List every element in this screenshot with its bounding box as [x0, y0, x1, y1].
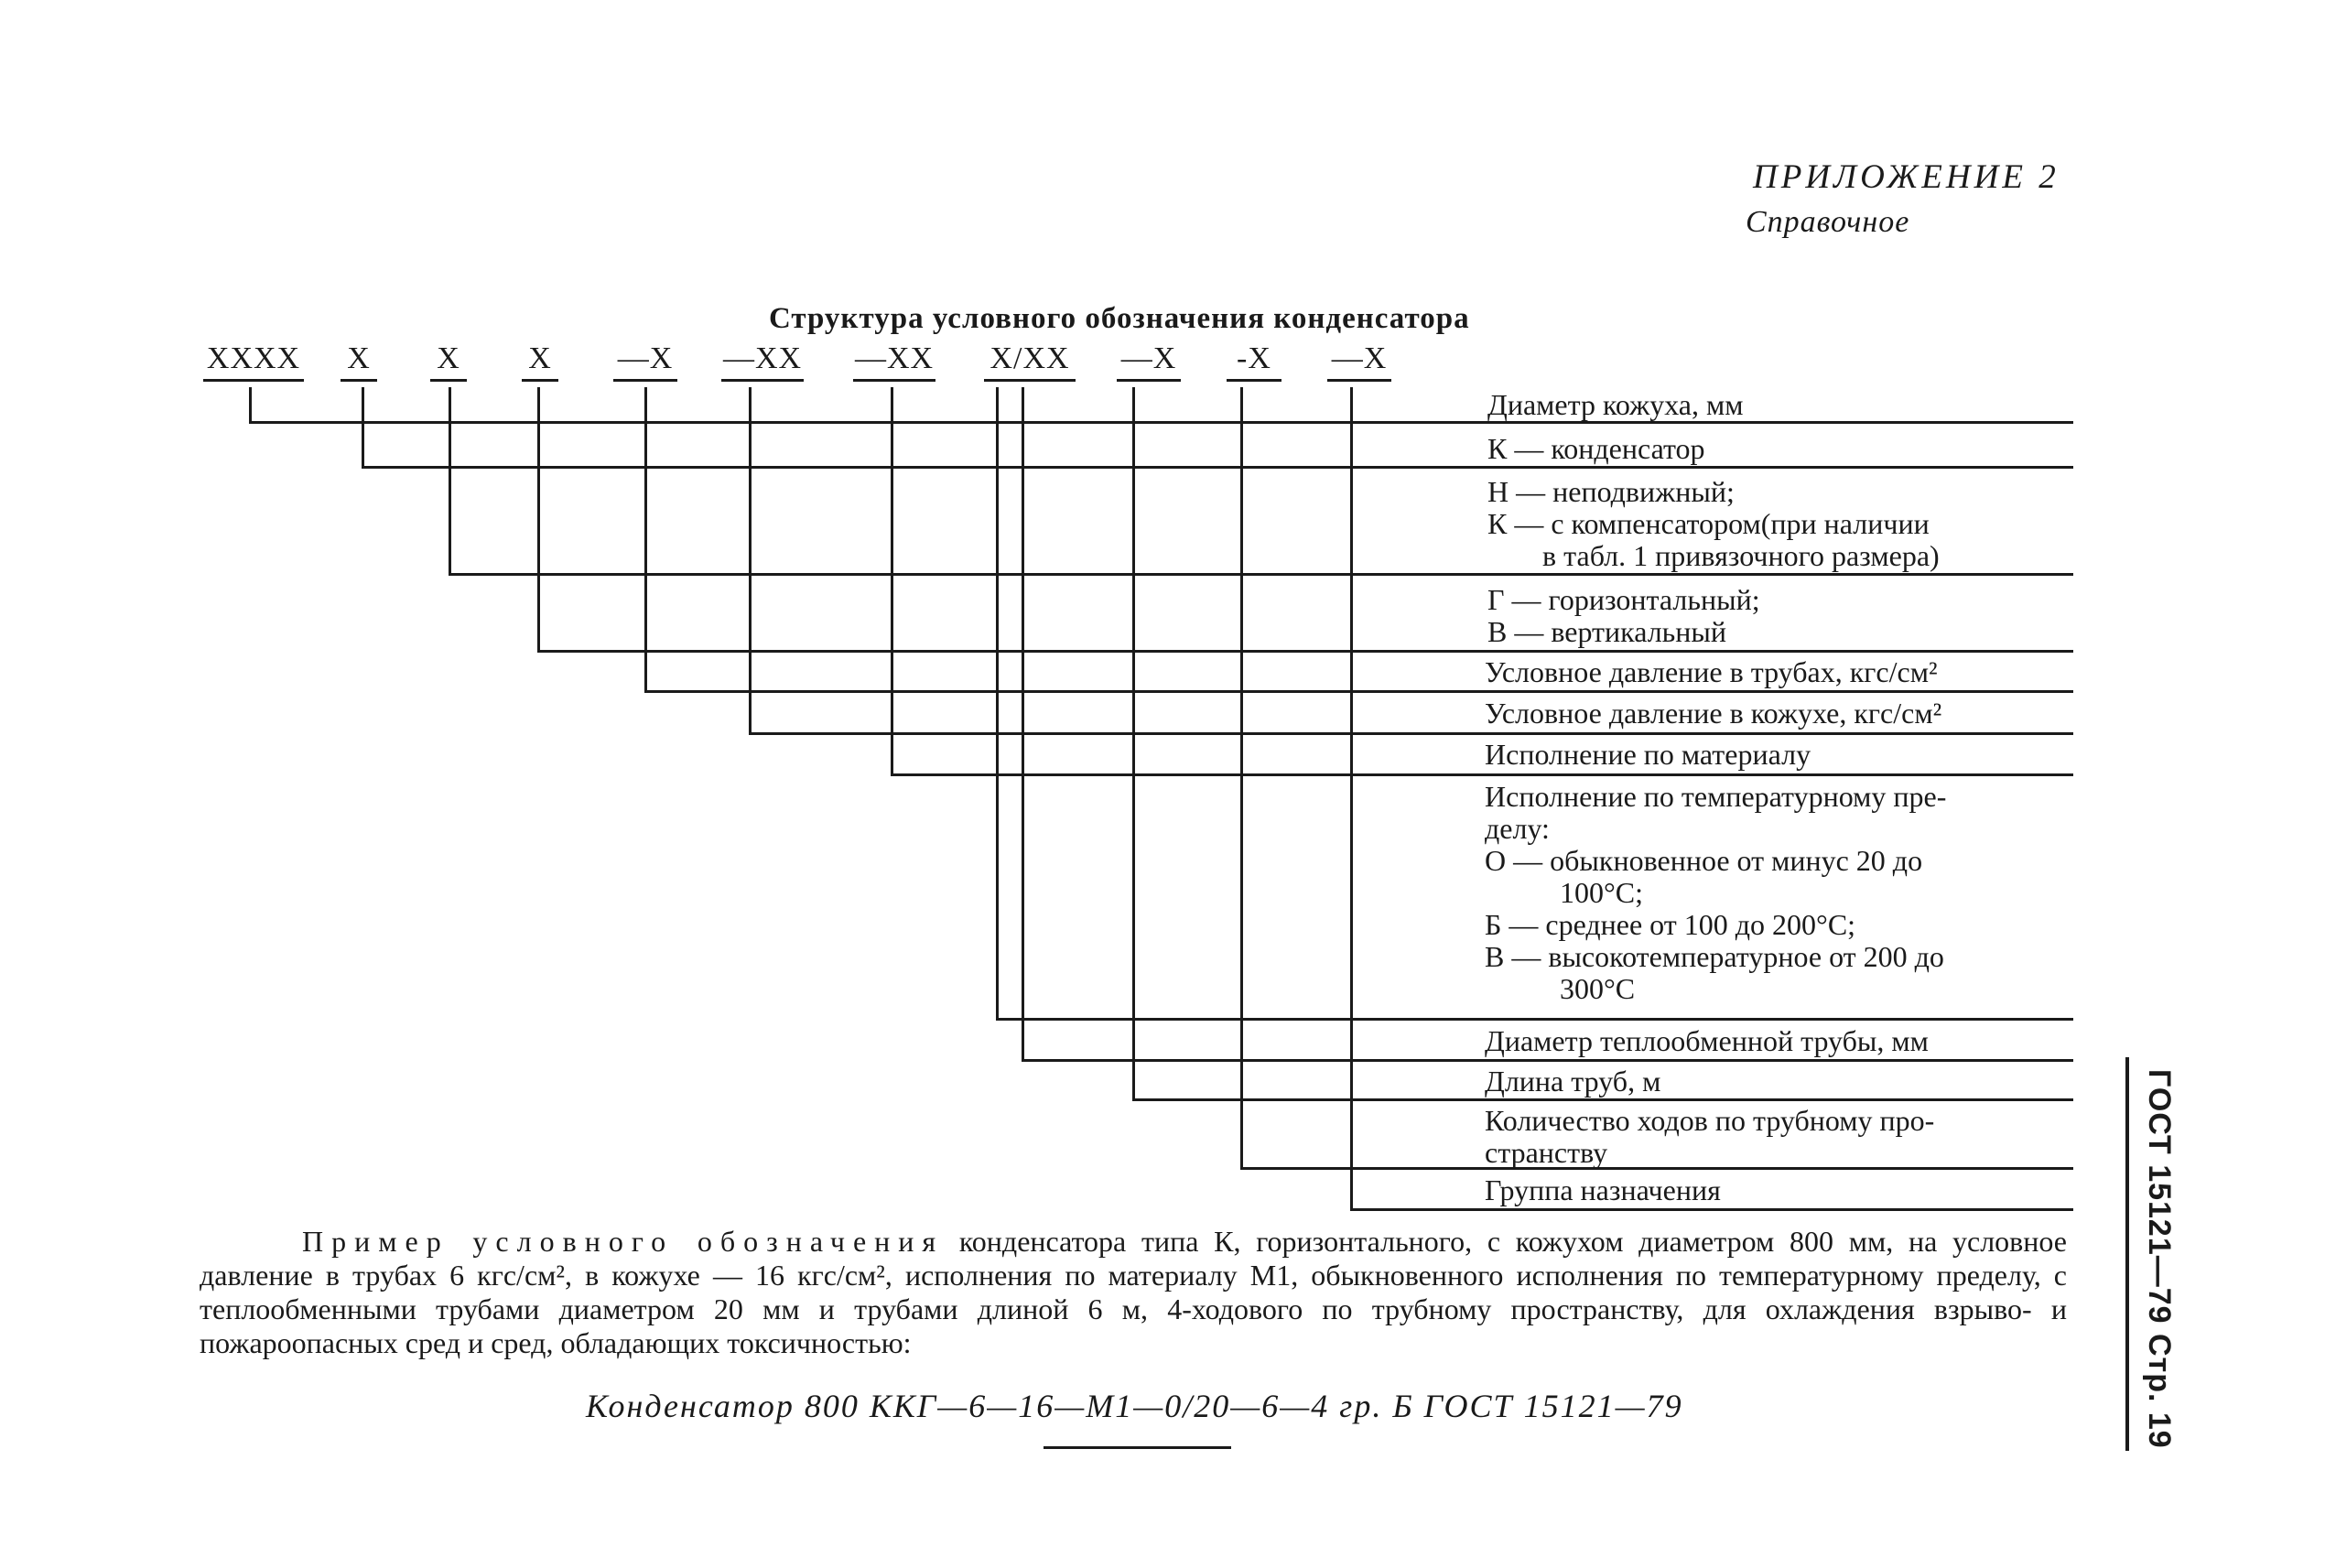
leader-rule-orientation	[537, 650, 2073, 653]
leader-line-type	[362, 387, 364, 469]
appendix-subtitle: Справочное	[1746, 205, 1910, 239]
example-designation: Конденсатор 800 ККГ—6—16—М1—0/20—6—4 гр. Б ГОСТ 15121—79	[586, 1388, 1683, 1424]
code-underline	[522, 379, 558, 382]
leader-rule-group	[1350, 1208, 2073, 1211]
leader-line-tube-pressure	[644, 387, 647, 693]
leader-rule-shell-pressure	[749, 732, 2073, 735]
code-underline	[430, 379, 467, 382]
desc-condenser: К — конденсатор	[1487, 432, 1705, 465]
code-token-material: —XX	[854, 341, 935, 375]
code-token-diameter: XXXX	[206, 341, 301, 375]
desc-shell-pressure: Условное давление в кожухе, кгс/см²	[1485, 697, 1942, 730]
leader-line-temperature	[996, 387, 999, 1021]
leader-rule-material	[891, 773, 2073, 776]
leader-rule-tube-diameter	[1022, 1059, 2073, 1062]
code-underline	[203, 379, 304, 382]
code-underline	[613, 379, 677, 382]
code-token-shell-pressure: —XX	[722, 341, 803, 375]
desc-tube-pressure: Условное давление в трубах, кгс/см²	[1485, 655, 1938, 688]
leader-line-orientation	[537, 387, 540, 653]
desc-temperature: Исполнение по температурному пре- делу: О — обыкновенное от минус 20 до 100°С; Б — среднее от 100 до 200°С; В — высокотемпературное от 200 до 300°С	[1485, 780, 1947, 1005]
diagram-title: Структура условного обозначения конденсатора	[769, 302, 1470, 335]
leader-rule-design	[449, 573, 2073, 576]
code-token-design: X	[437, 341, 460, 375]
leader-line-tube-diameter	[1022, 387, 1024, 1062]
desc-shell-diameter: Диаметр кожуха, мм	[1487, 388, 1744, 421]
leader-rule-tube-pressure	[644, 690, 2073, 693]
code-token-temp-diam: X/XX	[989, 341, 1070, 375]
leader-line-passes	[1240, 387, 1243, 1170]
example-text: конденсатора типа К, горизонтального, с кожухом диаметром 800 мм, на условное давление в трубах 6 кгс/см², в кожухе — 16 кгс/см², исполнения по материалу М1, обыкновенного исполнения по температурному пределу, с теплообменными трубами диаметром 20 мм и трубами длиной 6 м, 4-ходового по трубному пространству, для охлаждения взрыво- и пожароопасных сред и сред, обладающих токсичностью:	[200, 1225, 2068, 1359]
code-token-orientation: X	[528, 341, 552, 375]
leader-line-shell-pressure	[749, 387, 752, 735]
desc-passes: Количество ходов по трубному про- странству	[1485, 1104, 1935, 1169]
leader-rule-length	[1132, 1098, 2073, 1101]
code-underline	[721, 379, 804, 382]
desc-tube-length: Длина труб, м	[1485, 1065, 1661, 1098]
code-token-length: —X	[1120, 341, 1177, 375]
leader-line-material	[891, 387, 893, 776]
code-underline	[984, 379, 1076, 382]
code-underline	[853, 379, 935, 382]
leader-line-group	[1350, 387, 1353, 1211]
code-token-tube-pressure: —X	[617, 341, 674, 375]
desc-material: Исполнение по материалу	[1485, 738, 1811, 771]
code-token-passes: -X	[1237, 341, 1271, 375]
leader-rule-type	[362, 466, 2073, 469]
code-token-group: —X	[1331, 341, 1388, 375]
code-token-type: X	[347, 341, 371, 375]
example-lead: Пример условного обозначения	[302, 1225, 945, 1258]
desc-design: Н — неподвижный; К — с компенсатором(при наличии в табл. 1 привязочного размера)	[1487, 475, 1940, 572]
closing-rule	[1044, 1446, 1231, 1449]
desc-tube-diameter: Диаметр теплообменной трубы, мм	[1485, 1024, 1929, 1057]
code-underline	[341, 379, 377, 382]
example-paragraph	[200, 1225, 2067, 1360]
leader-rule-diameter	[249, 421, 2073, 424]
code-underline	[1327, 379, 1391, 382]
margin-note: ГОСТ 15121—79 Стр. 19	[2142, 1069, 2177, 1449]
margin-rule	[2125, 1057, 2129, 1451]
desc-orientation: Г — горизонтальный; В — вертикальный	[1487, 583, 1760, 648]
code-underline	[1117, 379, 1181, 382]
leader-rule-temperature	[996, 1018, 2073, 1021]
leader-line-diameter	[249, 387, 252, 424]
leader-line-length	[1132, 387, 1135, 1101]
leader-line-design	[449, 387, 451, 576]
desc-group: Группа назначения	[1485, 1173, 1721, 1206]
appendix-title: ПРИЛОЖЕНИЕ 2	[1753, 158, 2060, 196]
code-underline	[1227, 379, 1281, 382]
